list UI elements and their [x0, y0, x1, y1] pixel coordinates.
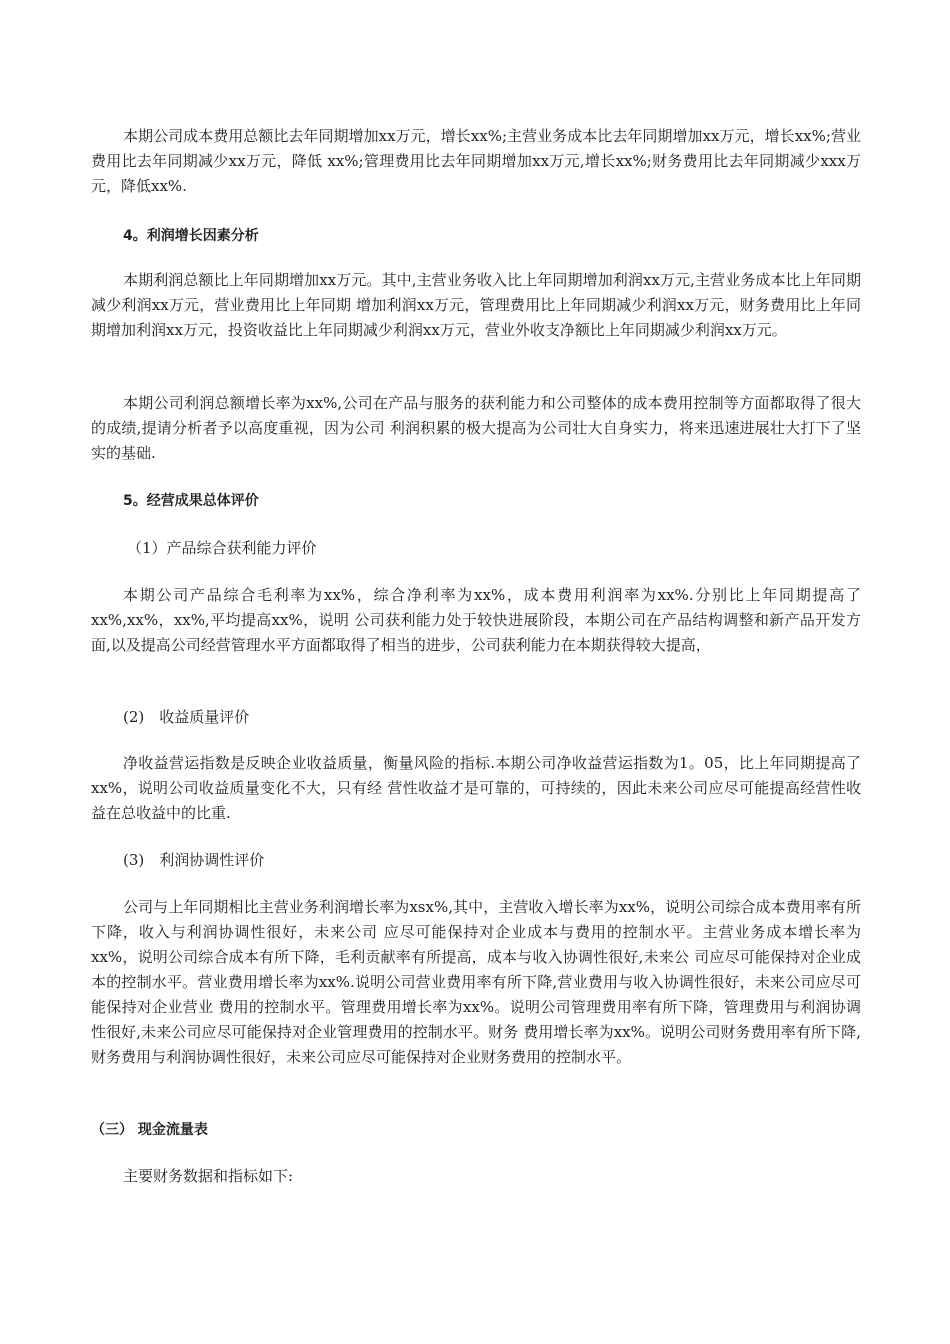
paragraph-main-financial-data: 主要财务数据和指标如下:	[123, 1167, 294, 1185]
paragraph-cost-expenses: 本期公司成本费用总额比去年同期增加xx万元，增长xx%;主营业务成本比去年同期增加xx万元，增长xx%;营业费用比去年同期减少xx万元，降低 xx%;管理费用比去年同期增加xx万元,增长xx%;财务费用比去年同期减少xxx万元，降低xx%.	[91, 127, 861, 195]
subheading-profitability: （1）产品综合获利能力评价	[127, 539, 317, 557]
heading-profit-growth-analysis: 4。利润增长因素分析	[123, 228, 259, 244]
paragraph-profit-coordination: 公司与上年同期相比主营业务利润增长率为xsx%,其中，主营收入增长率为xx%，说明公司综合成本费用率有所下降，收入与利润协调性很好，未来公司 应尽可能保持对企业成本与费用的控制水平。主营业务成本增长率为xx%，说明公司综合成本有所下降，毛利贡献率有所提高，成本与收入协调性很好,未来公 司应尽可能保持对企业成本的控制水平。营业费用增长率为xx%.说明公司营业费用率有所下降,营业费用与收入协调性很好，未来公司应尽可能保持对企业营业 费用的控制水平。管理费用增长率为xx%。说明公司管理费用率有所下降，管理费用与利润协调性很好,未来公司应尽可能保持对企业管理费用的控制水平。财务 费用增长率为xx%。说明公司财务费用率有所下降,财务费用与利润协调性很好，未来公司应尽可能保持对企业财务费用的控制水平。	[91, 898, 861, 1066]
paragraph-profit-growth-rate: 本期公司利润总额增长率为xx%,公司在产品与服务的获利能力和公司整体的成本费用控制等方面都取得了很大的成绩,提请分析者予以高度重视，因为公司 利润积累的极大提高为公司壮大自身实力，将来迅速进展壮大打下了坚实的基础.	[91, 394, 861, 462]
subheading-income-quality: (2) 收益质量评价	[123, 708, 250, 726]
subheading-profit-coordination: (3) 利润协调性评价	[123, 851, 265, 869]
heading-overall-evaluation: 5。经营成果总体评价	[123, 493, 259, 509]
heading-cash-flow-statement: （三） 现金流量表	[91, 1122, 208, 1138]
paragraph-profitability: 本期公司产品综合毛利率为xx%，综合净利率为xx%，成本费用利润率为xx%.分别比上年同期提高了xx%,xx%，xx%,平均提高xx%，说明 公司获利能力处于较快进展阶段，本期公司在产品结构调整和新产品开发方面,以及提高公司经营管理水平方面都取得了相当的进步，公司获利能力在本期获得较大提高，	[91, 586, 861, 654]
paragraph-profit-total: 本期利润总额比上年同期增加xx万元。其中,主营业务收入比上年同期增加利润xx万元,主营业务成本比上年同期减少利润xx万元，营业费用比上年同期 增加利润xx万元，管理费用比上年同期减少利润xx万元，财务费用比上年同期增加利润xx万元，投资收益比上年同期减少利润xx万元，营业外收支净额比上年同期减少利润xx万元。	[91, 271, 861, 339]
paragraph-income-quality: 净收益营运指数是反映企业收益质量，衡量风险的指标.本期公司净收益营运指数为1。05，比上年同期提高了xx%，说明公司收益质量变化不大，只有经 营性收益才是可靠的，可持续的，因此未来公司应尽可能提高经营性收益在总收益中的比重.	[91, 754, 861, 822]
